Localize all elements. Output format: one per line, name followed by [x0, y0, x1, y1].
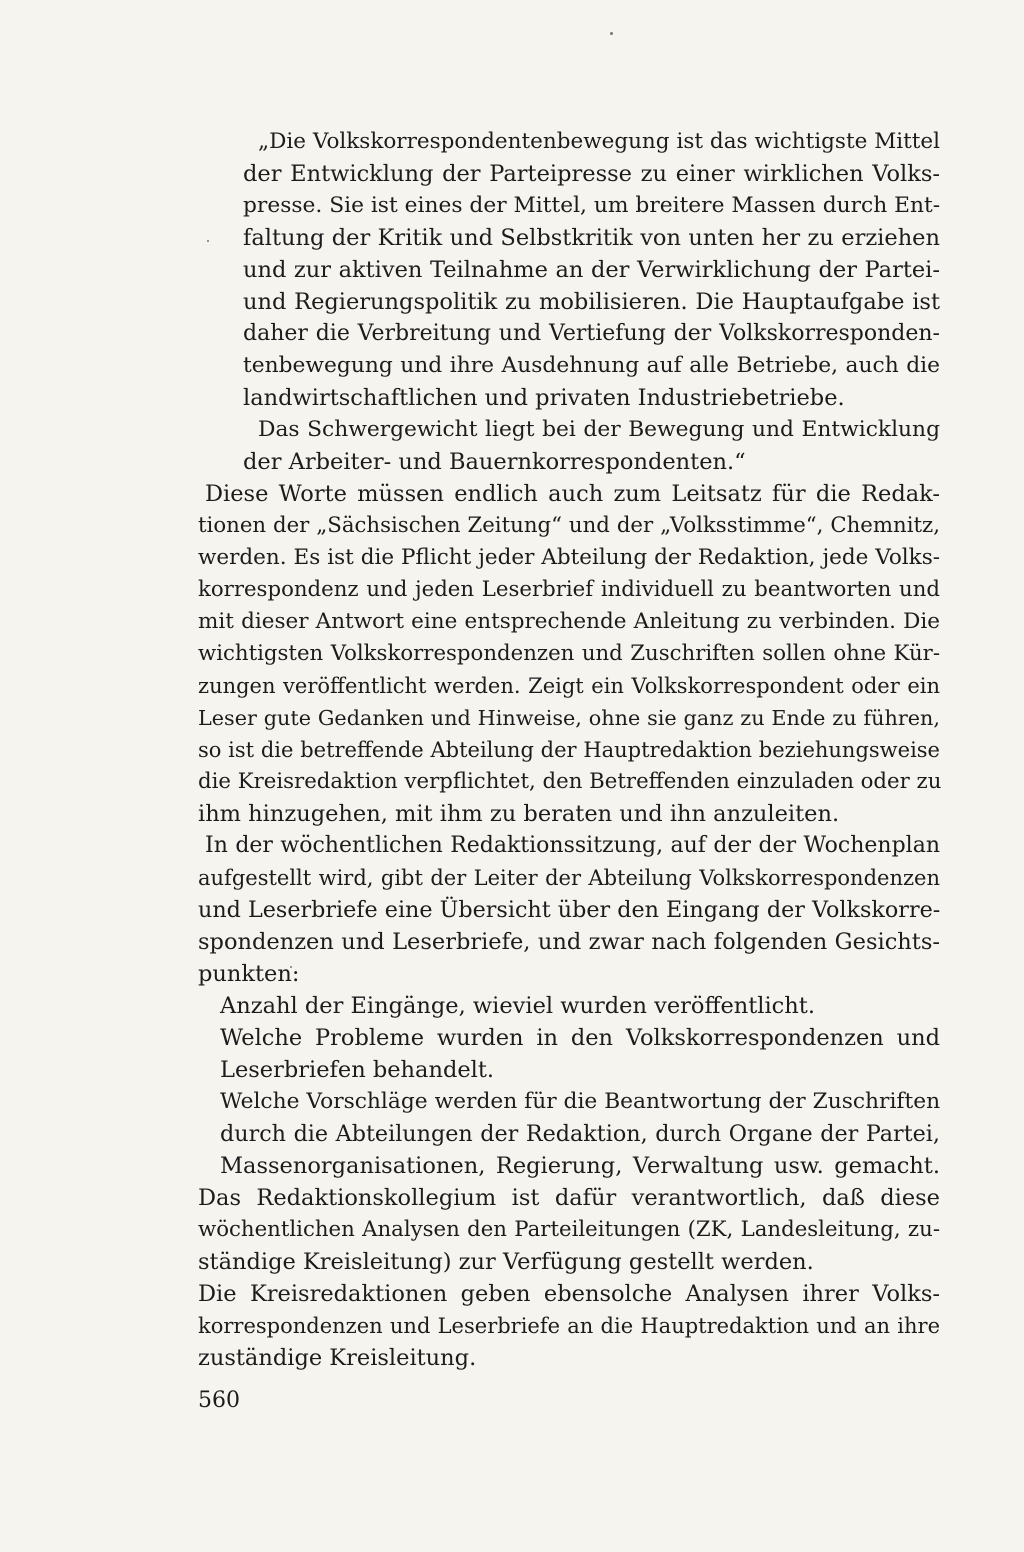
text-line: und Leserbriefe eine Übersicht über den Eingang der Volkskorre- [198, 897, 941, 923]
text-line: In der wöchentlichen Redaktionssitzung, auf der der Wochenplan [205, 833, 940, 858]
text-line: ständige Kreisleitung) zur Verfügung gestellt werden. [198, 1249, 814, 1275]
text-line: aufgestellt wird, gibt der Leiter der Abteilung Volkskorrespondenzen [198, 866, 940, 890]
text-line: Leser gute Gedanken und Hinweise, ohne sie ganz zu Ende zu führen, [198, 706, 940, 730]
text-line: korrespondenz und jeden Leserbrief individuell zu beantworten und [198, 577, 940, 602]
list-item: Welche Vorschläge werden für die Beantwortung der Zuschriften [220, 1089, 941, 1114]
list-item: durch die Abteilungen der Redaktion, durch Organe der Partei, [220, 1121, 940, 1147]
text-line: faltung der Kritik und Selbstkritik von unten her zu erziehen [243, 225, 940, 251]
list-item: Welche Probleme wurden in den Volkskorrespondenzen und [220, 1025, 940, 1051]
text-line: ihm hinzugehen, mit ihm zu beraten und ihn anzuleiten. [198, 801, 840, 827]
text-line: spondenzen und Leserbriefe, und zwar nach folgenden Gesichts- [198, 929, 940, 955]
text-line: zuständige Kreisleitung. [198, 1345, 477, 1371]
text-line: presse. Sie ist eines der Mittel, um breitere Massen durch Ent- [243, 193, 941, 218]
text-line: landwirtschaftlichen und privaten Industriebetriebe. [243, 385, 845, 411]
list-item: Anzahl der Eingänge, wieviel wurden veröffentlicht. [220, 993, 815, 1019]
text-line: wöchentlichen Analysen den Parteileitungen (ZK, Landesleitung, zu- [198, 1217, 940, 1242]
text-line: wichtigsten Volkskorrespondenzen und Zuschriften sollen ohne Kür- [198, 641, 940, 666]
text-line: so ist die betreffende Abteilung der Hauptredaktion beziehungsweise [198, 738, 940, 762]
text-line: und Regierungspolitik zu mobilisieren. Die Hauptaufgabe ist [243, 289, 940, 315]
text-line: „Die Volkskorrespondentenbewegung ist das wichtigste Mittel [258, 129, 940, 154]
text-line: Das Redaktionskollegium ist dafür verantwortlich, daß diese [198, 1185, 940, 1211]
print-speck [610, 32, 613, 35]
text-line: tionen der „Sächsischen Zeitung“ und der „Volksstimme“, Chemnitz, [198, 513, 940, 538]
text-line: mit dieser Antwort eine entsprechende Anleitung zu verbinden. Die [198, 609, 940, 634]
list-item: Leserbriefen behandelt. [220, 1057, 495, 1083]
text-line: Diese Worte müssen endlich auch zum Leitsatz für die Redak- [205, 481, 940, 507]
text-line: Die Kreisredaktionen geben ebensolche Analysen ihrer Volks- [198, 1281, 940, 1307]
text-line: und zur aktiven Teilnahme an der Verwirklichung der Partei- [243, 257, 940, 283]
text-line: punkten: [198, 961, 300, 987]
text-line: tenbewegung und ihre Ausdehnung auf alle Betriebe, auch die [243, 353, 940, 378]
text-line: die Kreisredaktion verpflichtet, den Betreffenden einzuladen oder zu [198, 769, 942, 794]
print-speck [207, 240, 209, 242]
page-number: 560 [198, 1388, 240, 1413]
text-line: der Arbeiter- und Bauernkorrespondenten.“ [243, 449, 746, 475]
text-line: korrespondenzen und Leserbriefe an die Hauptredaktion und an ihre [198, 1314, 940, 1338]
text-line: der Entwicklung der Parteipresse zu einer wirklichen Volks- [243, 161, 940, 187]
text-line: Das Schwergewicht liegt bei der Bewegung und Entwicklung [258, 417, 940, 442]
list-item: Massenorganisationen, Regierung, Verwaltung usw. gemacht. [220, 1153, 940, 1179]
text-line: daher die Verbreitung und Vertiefung der Volkskorresponden- [243, 321, 940, 346]
text-line: werden. Es ist die Pflicht jeder Abteilung der Redaktion, jede Volks- [198, 545, 940, 570]
text-line: zungen veröffentlicht werden. Zeigt ein Volkskorrespondent oder ein [198, 674, 940, 698]
